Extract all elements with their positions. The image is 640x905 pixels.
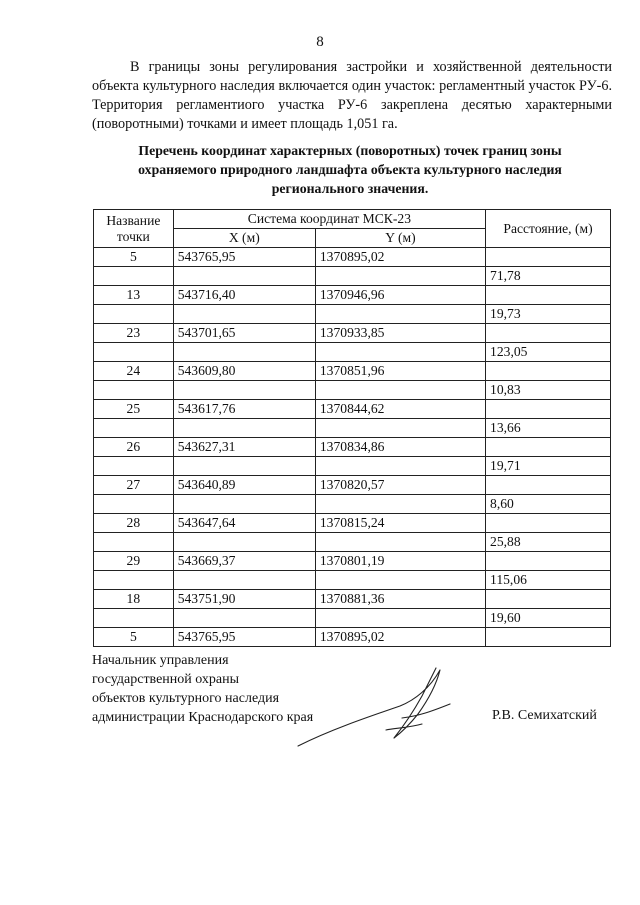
position-line: администрации Краснодарского края [92, 710, 314, 725]
empty-cell [173, 305, 315, 324]
point-name-cell: 28 [94, 514, 174, 533]
y-coordinate-cell: 1370820,57 [315, 476, 485, 495]
distance-cell: 19,60 [486, 609, 611, 628]
point-name-cell: 27 [94, 476, 174, 495]
point-name-cell: 29 [94, 552, 174, 571]
y-coordinate-cell: 1370851,96 [315, 362, 485, 381]
point-name-cell: 25 [94, 400, 174, 419]
distance-row [94, 495, 611, 514]
distance-row [94, 343, 611, 362]
y-coordinate-cell: 1370895,02 [315, 628, 485, 647]
x-coordinate-cell: 543765,95 [173, 628, 315, 647]
x-coordinate-cell: 543609,80 [173, 362, 315, 381]
point-name-cell: 5 [94, 248, 174, 267]
empty-cell [315, 343, 485, 362]
distance-empty-cell [486, 476, 611, 495]
y-coordinate-cell: 1370895,02 [315, 248, 485, 267]
distance-row [94, 457, 611, 476]
point-name-cell: 13 [94, 286, 174, 305]
table-heading: Перечень координат характерных (поворотных) точек границ зоны охраняемого природного ландшафта объекта культурного наследия регионального значения. [138, 143, 562, 196]
y-coordinate-cell: 1370946,96 [315, 286, 485, 305]
x-coordinate-cell: 543647,64 [173, 514, 315, 533]
position-line: Начальник управления [92, 653, 229, 668]
distance-cell: 25,88 [486, 533, 611, 552]
empty-cell [94, 533, 174, 552]
x-coordinate-cell: 543617,76 [173, 400, 315, 419]
column-header-name: Название точки [94, 210, 174, 248]
point-name-cell: 5 [94, 628, 174, 647]
x-coordinate-cell: 543669,37 [173, 552, 315, 571]
distance-row [94, 267, 611, 286]
empty-cell [94, 343, 174, 362]
empty-cell [173, 419, 315, 438]
x-coordinate-cell: 543640,89 [173, 476, 315, 495]
position-line: объектов культурного наследия [92, 691, 280, 706]
point-name-cell: 18 [94, 590, 174, 609]
column-header-x: X (м) [173, 229, 315, 248]
distance-empty-cell [486, 514, 611, 533]
point-row [94, 438, 611, 457]
empty-cell [94, 381, 174, 400]
empty-cell [94, 495, 174, 514]
signatory-position [92, 651, 313, 727]
empty-cell [94, 457, 174, 476]
point-row [94, 514, 611, 533]
signatory-name: Р.В. Семихатский [492, 708, 597, 723]
column-header-system: Система координат МСК-23 [173, 210, 485, 229]
position-line: государственной охраны [92, 672, 240, 687]
y-coordinate-cell: 1370933,85 [315, 324, 485, 343]
coordinates-table [93, 209, 611, 647]
point-row [94, 628, 611, 647]
distance-cell: 19,71 [486, 457, 611, 476]
distance-empty-cell [486, 552, 611, 571]
empty-cell [173, 381, 315, 400]
empty-cell [94, 609, 174, 628]
point-row [94, 362, 611, 381]
distance-empty-cell [486, 590, 611, 609]
x-coordinate-cell: 543701,65 [173, 324, 315, 343]
empty-cell [315, 533, 485, 552]
empty-cell [173, 343, 315, 362]
empty-cell [173, 571, 315, 590]
column-header-distance: Расстояние, (м) [486, 210, 611, 248]
y-coordinate-cell: 1370815,24 [315, 514, 485, 533]
distance-cell: 8,60 [486, 495, 611, 514]
empty-cell [315, 457, 485, 476]
table-body [94, 248, 611, 647]
empty-cell [315, 609, 485, 628]
distance-empty-cell [486, 248, 611, 267]
x-coordinate-cell: 543765,95 [173, 248, 315, 267]
distance-row [94, 305, 611, 324]
empty-cell [173, 457, 315, 476]
empty-cell [173, 267, 315, 286]
empty-cell [315, 571, 485, 590]
point-name-cell: 26 [94, 438, 174, 457]
point-row [94, 248, 611, 267]
x-coordinate-cell: 543716,40 [173, 286, 315, 305]
distance-cell: 71,78 [486, 267, 611, 286]
distance-row [94, 419, 611, 438]
empty-cell [315, 495, 485, 514]
handwritten-signature [290, 658, 460, 758]
distance-empty-cell [486, 438, 611, 457]
point-name-cell: 24 [94, 362, 174, 381]
distance-row [94, 533, 611, 552]
column-header-y: Y (м) [315, 229, 485, 248]
empty-cell [94, 305, 174, 324]
distance-empty-cell [486, 286, 611, 305]
empty-cell [94, 571, 174, 590]
point-row [94, 324, 611, 343]
point-row [94, 286, 611, 305]
distance-row [94, 381, 611, 400]
page-number: 8 [316, 34, 324, 50]
distance-cell: 13,66 [486, 419, 611, 438]
empty-cell [173, 533, 315, 552]
empty-cell [315, 381, 485, 400]
distance-empty-cell [486, 400, 611, 419]
table-header-row [94, 210, 611, 229]
y-coordinate-cell: 1370834,86 [315, 438, 485, 457]
point-row [94, 590, 611, 609]
x-coordinate-cell: 543751,90 [173, 590, 315, 609]
empty-cell [173, 495, 315, 514]
point-name-cell: 23 [94, 324, 174, 343]
empty-cell [173, 609, 315, 628]
empty-cell [315, 305, 485, 324]
empty-cell [94, 267, 174, 286]
x-coordinate-cell: 543627,31 [173, 438, 315, 457]
empty-cell [315, 419, 485, 438]
y-coordinate-cell: 1370801,19 [315, 552, 485, 571]
point-row [94, 552, 611, 571]
distance-empty-cell [486, 628, 611, 647]
y-coordinate-cell: 1370844,62 [315, 400, 485, 419]
empty-cell [94, 419, 174, 438]
point-row [94, 400, 611, 419]
distance-cell: 115,06 [486, 571, 611, 590]
y-coordinate-cell: 1370881,36 [315, 590, 485, 609]
distance-row [94, 609, 611, 628]
distance-cell: 123,05 [486, 343, 611, 362]
intro-paragraph: В границы зоны регулирования застройки и хозяйственной деятельности объекта культурного наследия включается один участок: регламентный участок РУ-6. Территория регламентиого участка РУ-6 закреплена десятью характерными (поворотными) точками и имеет площадь 1,051 га. [92, 59, 612, 132]
distance-cell: 10,83 [486, 381, 611, 400]
distance-empty-cell [486, 362, 611, 381]
distance-empty-cell [486, 324, 611, 343]
distance-row [94, 571, 611, 590]
distance-cell: 19,73 [486, 305, 611, 324]
empty-cell [315, 267, 485, 286]
point-row [94, 476, 611, 495]
